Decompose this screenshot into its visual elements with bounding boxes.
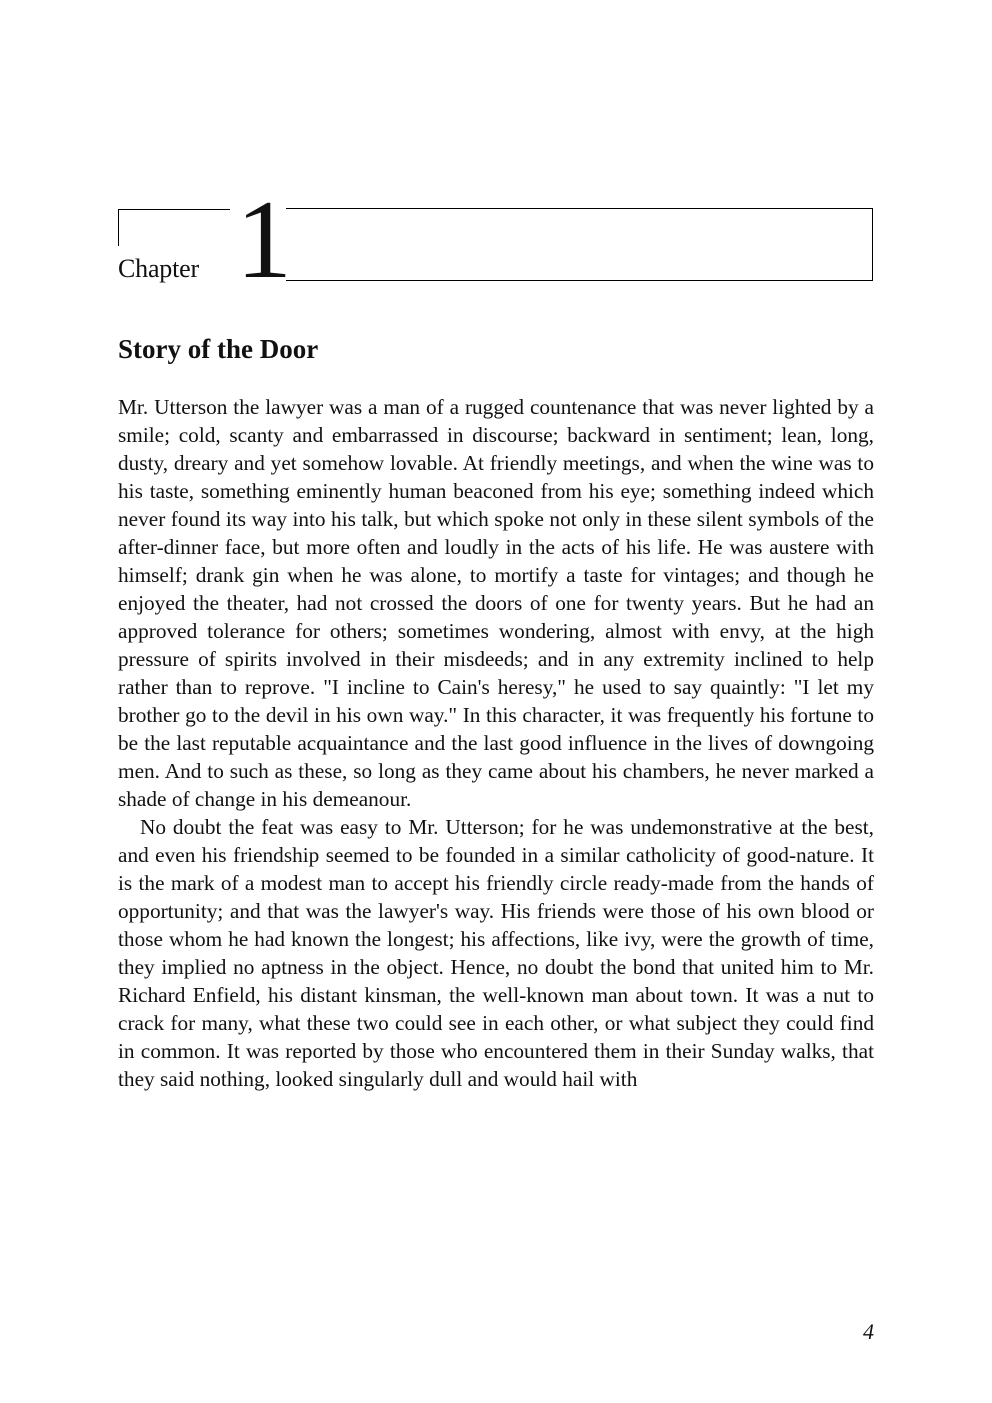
- chapter-label: Chapter: [118, 254, 199, 283]
- page-number: 4: [863, 1319, 874, 1344]
- paragraph: No doubt the feat was easy to Mr. Utterson; for he was undemonstrative at the best, and even his friendship seemed to be founded in a similar catholicity of good-nature. It is the mark of a modest man to accept his friendly circle ready-made from the hands of opportunity; and that was the lawyer's way. His friends were those of his own blood or those whom he had known the longest; his affections, like ivy, were the growth of time, they implied no aptness in the object. Hence, no doubt the bond that united him to Mr. Richard Enfield, his distant kinsman, the well-known man about town. It was a nut to crack for many, what these two could see in each other, or what subject they could find in common. It was reported by those who encountered them in their Sunday walks, that they said nothing, looked singularly dull and would hail with: [118, 815, 874, 1091]
- paragraph: Mr. Utterson the lawyer was a man of a rugged countenance that was never lighted by a smile; cold, scanty and embarrassed in discourse; backward in sentiment; lean, long, dusty, dreary and yet somehow lovable. At friendly meetings, and when the wine was to his taste, something eminently human beaconed from his eye; something indeed which never found its way into his talk, but which spoke not only in these silent symbols of the after-dinner face, but more often and loudly in the acts of his life. He was austere with himself; drank gin when he was alone, to mortify a taste for vintages; and though he enjoyed the theater, had not crossed the doors of one for twenty years. But he had an approved tolerance for others; sometimes wondering, almost with envy, at the high pressure of spirits involved in their misdeeds; and in any extremity inclined to help rather than to reprove. "I incline to Cain's heresy," he used to say quaintly: "I let my brother go to the devil in his own way." In this character, it was frequently his fortune to be the last reputable acquaintance and the last good influence in the lives of downgoing men. And to such as these, so long as they came about his chambers, he never marked a shade of change in his demeanour.: [118, 395, 874, 811]
- header-rule-left-top: [118, 209, 230, 210]
- header-rule-box: [286, 208, 873, 281]
- chapter-title: Story of the Door: [118, 334, 319, 364]
- body-text: [118, 393, 874, 1093]
- chapter-header: [118, 178, 874, 302]
- chapter-number: 1: [236, 178, 292, 302]
- header-rule-left-vertical: [118, 209, 119, 246]
